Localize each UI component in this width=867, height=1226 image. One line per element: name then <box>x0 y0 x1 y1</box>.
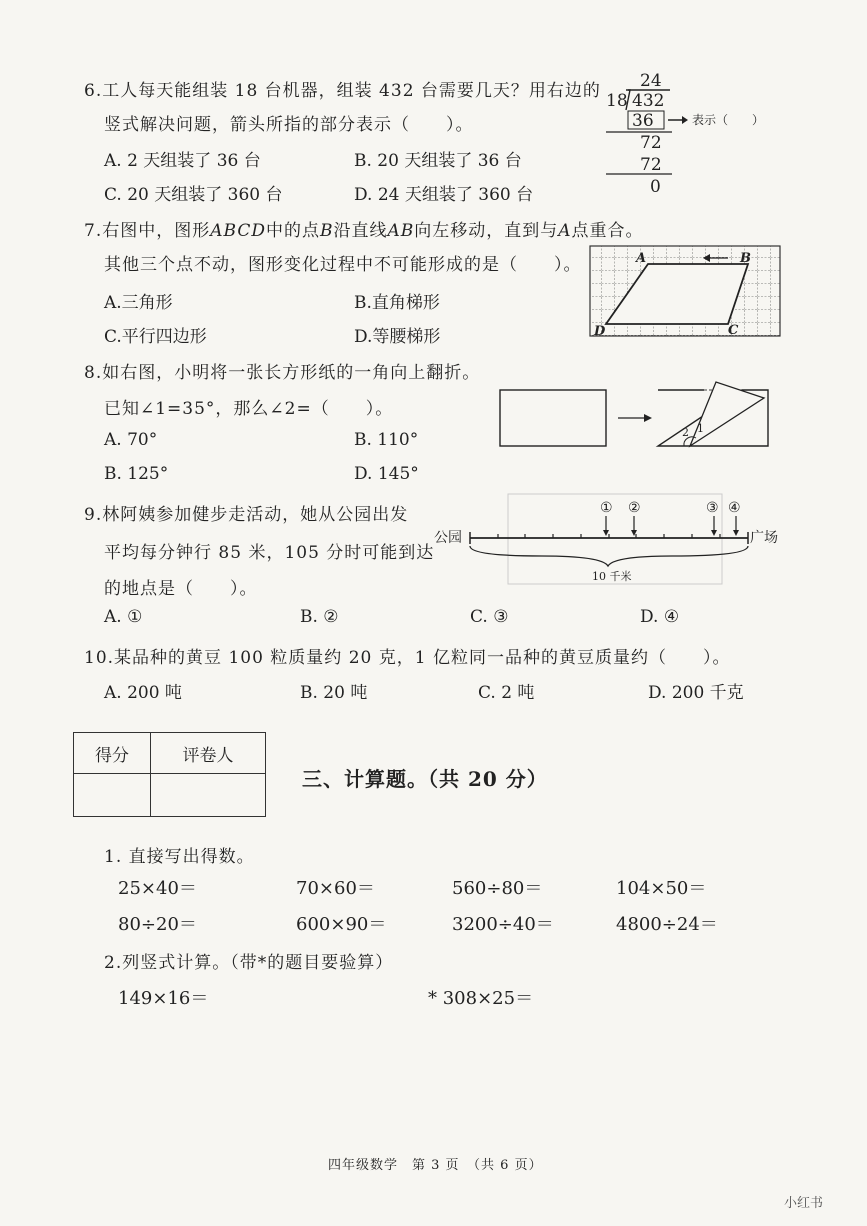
score-header: 得分 <box>74 733 151 774</box>
q7-option-a[interactable]: A.三角形 <box>104 293 173 313</box>
calc-item-1: 25×40＝ <box>118 878 197 899</box>
division-remainder: 0 <box>650 177 661 197</box>
q7-option-c[interactable]: C.平行四边形 <box>104 327 207 347</box>
point-b-label: B <box>740 251 751 266</box>
q6-option-c[interactable]: C. 20 天组装了 360 台 <box>104 185 283 205</box>
q7-option-b[interactable]: B.直角梯形 <box>354 293 440 313</box>
q7-option-d[interactable]: D.等腰梯形 <box>354 327 441 347</box>
q7-line2: 其他三个点不动，图形变化过程中不可能形成的是（ ）。 <box>104 255 582 275</box>
vertical-calc-2: * 308×25＝ <box>428 988 534 1009</box>
q10-option-c[interactable]: C. 2 吨 <box>478 683 535 703</box>
distance-brace <box>470 546 748 566</box>
division-quotient: 24 <box>640 71 662 91</box>
marker-4-label: ④ <box>728 500 741 516</box>
division-divisor: 18 <box>606 91 628 111</box>
q6-option-a[interactable]: A. 2 天组装了 36 台 <box>104 151 261 171</box>
q10-option-d[interactable]: D. 200 千克 <box>648 683 744 703</box>
q6-option-d[interactable]: D. 24 天组装了 360 台 <box>354 185 534 205</box>
calc-part-1-heading: 1. 直接写出得数。 <box>104 847 255 867</box>
parallelogram-grid-figure <box>588 244 784 340</box>
calc-item-6: 600×90＝ <box>296 914 387 935</box>
calc-item-3: 560÷80＝ <box>452 878 543 899</box>
q9-line2: 平均每分钟行 85 米，105 分时可能到达 <box>104 543 435 563</box>
paper-fold-figure <box>496 376 778 452</box>
paper-rectangle <box>500 390 606 446</box>
point-d-label: D <box>594 324 606 339</box>
q6-option-b[interactable]: B. 20 天组装了 36 台 <box>354 151 522 171</box>
grader-header: 评卷人 <box>151 733 266 774</box>
marker-3-label: ③ <box>706 500 719 516</box>
long-division-figure <box>598 66 798 200</box>
calc-item-7: 3200÷40＝ <box>452 914 554 935</box>
q8-line1: 8.如右图，小明将一张长方形纸的一角向上翻折。 <box>84 363 481 383</box>
q8-option-b[interactable]: B. 110° <box>354 430 419 450</box>
point-c-label: C <box>728 323 739 338</box>
point-a-label: A <box>636 251 647 266</box>
q8-option-d[interactable]: D. 145° <box>354 464 419 484</box>
end-label: 广场 <box>750 530 778 546</box>
division-step1: 36 <box>632 111 654 131</box>
angle-1-label: 1 <box>697 422 704 435</box>
q6-line1: 6.工人每天能组装 18 台机器，组装 432 台需要几天？用右边的 <box>84 81 601 101</box>
q8-option-a[interactable]: A. 70° <box>104 430 158 450</box>
q9-option-a[interactable]: A. ① <box>104 607 143 627</box>
score-cell[interactable] <box>74 774 151 817</box>
division-dividend: 432 <box>632 91 665 111</box>
marker-2-label: ② <box>628 500 641 516</box>
grader-cell[interactable] <box>151 774 266 817</box>
calc-item-4: 104×50＝ <box>616 878 707 899</box>
q10-option-b[interactable]: B. 20 吨 <box>300 683 368 703</box>
q9-option-d[interactable]: D. ④ <box>640 607 680 627</box>
folded-flap <box>690 382 764 446</box>
angle-2-label: 2 <box>682 426 689 439</box>
start-label: 公园 <box>434 530 462 546</box>
q9-option-b[interactable]: B. ② <box>300 607 339 627</box>
division-arrow-label: 表示（ ） <box>692 113 765 127</box>
score-table <box>73 732 266 817</box>
calc-item-2: 70×60＝ <box>296 878 375 899</box>
q6-line2: 竖式解决问题，箭头所指的部分表示（ ）。 <box>104 115 474 135</box>
q7-line1: 7.右图中，图形ABCD中的点B沿直线AB向左移动，直到与A点重合。 <box>84 221 644 241</box>
calc-item-8: 4800÷24＝ <box>616 914 718 935</box>
division-step3: 72 <box>640 155 662 175</box>
page-footer: 四年级数学 第 3 页 （共 6 页） <box>328 1158 543 1173</box>
q10-option-a[interactable]: A. 200 吨 <box>104 683 182 703</box>
section-3-title: 三、计算题。（共 20 分） <box>302 767 548 791</box>
distance-label: 10 千米 <box>592 570 632 583</box>
q8-option-c[interactable]: B. 125° <box>104 464 169 484</box>
q9-line3: 的地点是（ ）。 <box>104 579 258 599</box>
walking-route-figure <box>432 492 784 588</box>
q8-line2: 已知∠1=35°，那么∠2=（ ）。 <box>104 399 394 419</box>
marker-1-label: ① <box>600 500 613 516</box>
q9-line1: 9.林阿姨参加健步走活动，她从公园出发 <box>84 505 409 525</box>
q9-option-c[interactable]: C. ③ <box>470 607 509 627</box>
q10-line1: 10.某品种的黄豆 100 粒质量约 20 克，1 亿粒同一品种的黄豆质量约（ ）。 <box>84 648 731 668</box>
calc-part-2-heading: 2.列竖式计算。（带*的题目要验算） <box>104 953 394 973</box>
calc-item-5: 80÷20＝ <box>118 914 197 935</box>
division-step2: 72 <box>640 133 662 153</box>
brand-watermark: 小红书 <box>784 1196 824 1211</box>
vertical-calc-1: 149×16＝ <box>118 988 209 1009</box>
